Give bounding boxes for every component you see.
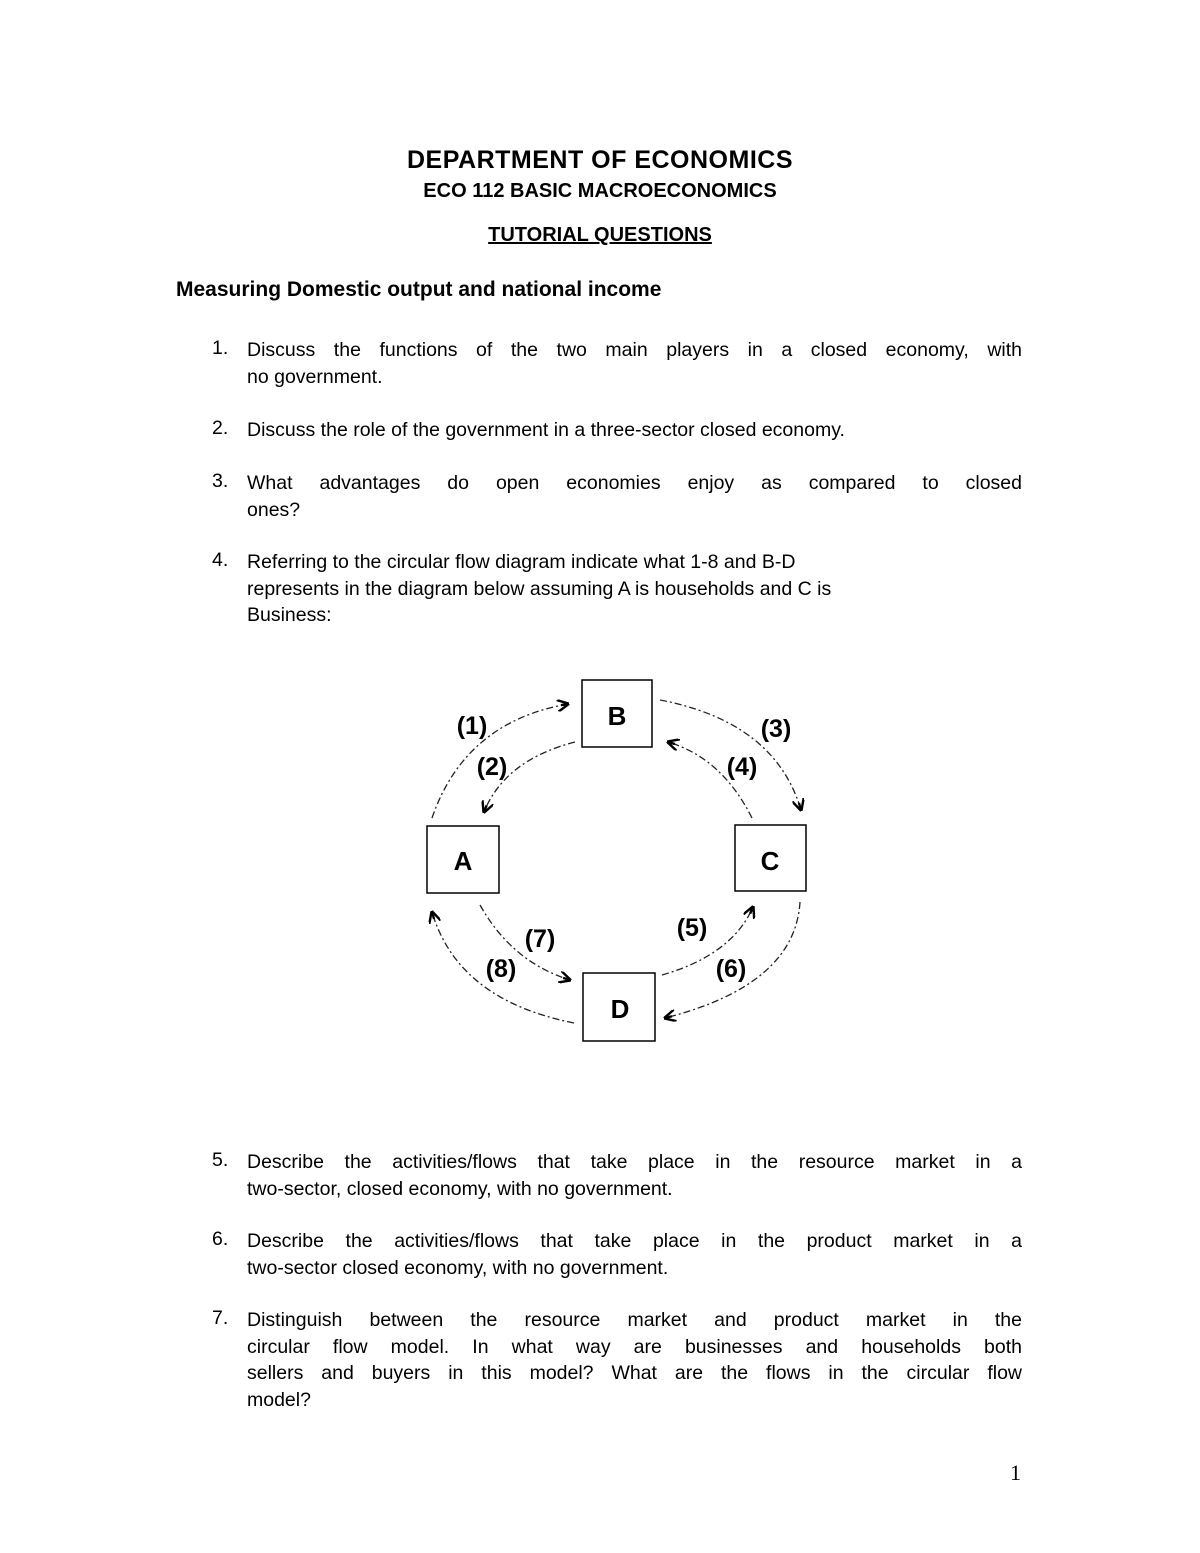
box-a-label: A — [453, 846, 473, 876]
page-number: 1 — [1010, 1460, 1021, 1485]
question-line: circular flow model. In what way are businesses and households both — [247, 1335, 1022, 1358]
box-c-label: C — [760, 846, 780, 876]
flow-label-6: (6) — [715, 955, 747, 983]
flow-label-5: (5) — [676, 914, 708, 942]
question-number: 4. — [212, 549, 229, 571]
document-subtitle: TUTORIAL QUESTIONS — [488, 224, 712, 246]
question-line: represents in the diagram below assuming A is households and C is — [247, 577, 832, 600]
department-title: DEPARTMENT OF ECONOMICS — [406, 146, 794, 174]
box-b-label: B — [607, 701, 627, 731]
flow-label-7: (7) — [524, 925, 556, 953]
flow-label-3: (3) — [760, 715, 792, 743]
question-number: 3. — [212, 470, 229, 492]
question-number: 7. — [212, 1307, 229, 1329]
question-line: Business: — [247, 604, 332, 626]
flow-label-8: (8) — [485, 955, 517, 983]
question-line: Referring to the circular flow diagram indicate what 1-8 and B-D — [247, 551, 796, 573]
box-d-label: D — [610, 994, 630, 1024]
question-line: ones? — [247, 498, 301, 521]
question-line: Discuss the functions of the two main players in a closed economy, with — [247, 339, 1022, 361]
question-number: 5. — [212, 1149, 229, 1171]
flow-label-4: (4) — [726, 753, 758, 781]
question-line: two-sector, closed economy, with no government. — [247, 1177, 673, 1200]
flow-label-2: (2) — [476, 753, 508, 781]
question-line: Describe the activities/flows that take place in the product market in a — [247, 1230, 1022, 1252]
question-number: 6. — [212, 1228, 229, 1250]
flow-label-1: (1) — [456, 712, 488, 740]
question-line: two-sector closed economy, with no government. — [247, 1256, 669, 1279]
question-line: Distinguish between the resource market and product market in the — [247, 1309, 1022, 1331]
question-line: What advantages do open economies enjoy as compared to closed — [247, 472, 1022, 494]
question-line: Discuss the role of the government in a three-sector closed economy. — [247, 419, 845, 441]
question-line: Describe the activities/flows that take place in the resource market in a — [247, 1151, 1022, 1173]
course-title: ECO 112 BASIC MACROECONOMICS — [423, 180, 777, 202]
question-line: sellers and buyers in this model? What are the flows in the circular flow — [247, 1362, 1022, 1384]
question-line: model? — [247, 1388, 311, 1411]
question-line: no government. — [247, 365, 383, 388]
question-number: 2. — [212, 417, 229, 439]
question-number: 1. — [212, 337, 229, 359]
section-title: Measuring Domestic output and national income — [176, 278, 662, 301]
